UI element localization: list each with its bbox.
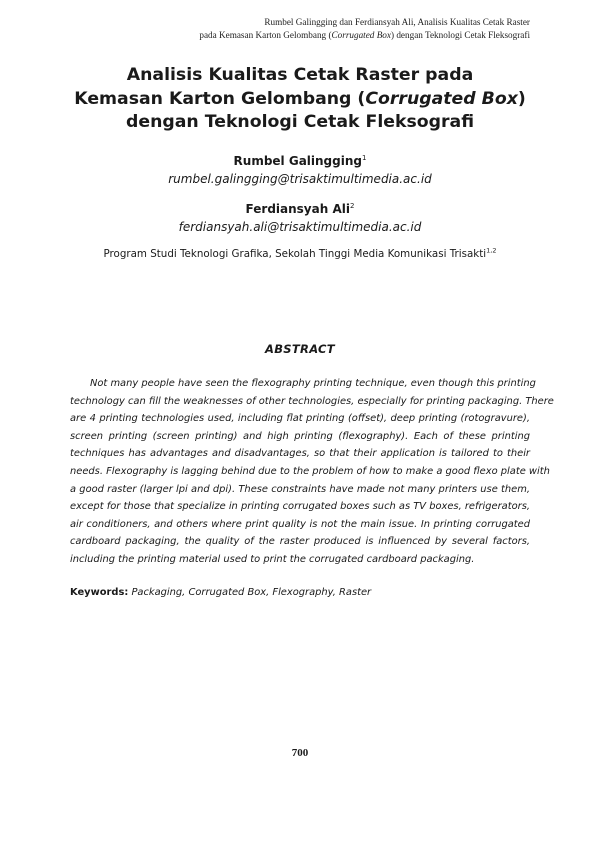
author-2-name-row <box>50 200 550 218</box>
abstract-line: Not many people have seen the flexography printing technique, even though this printing <box>90 378 536 389</box>
title-line-3: dengan Teknologi Cetak Fleksografi <box>125 112 475 132</box>
author-1-name: Rumbel Galingging <box>233 154 362 168</box>
abstract-line: technology can fill the weaknesses of other technologies, especially for printing packaging. There <box>70 395 554 407</box>
author-2-email[interactable]: ferdiansyah.ali@trisaktimultimedia.ac.id <box>178 220 422 234</box>
author-1-sup: 1 <box>361 154 367 162</box>
running-header-line-2-pre: pada Kemasan Karton Gelombang ( <box>199 30 332 40</box>
title-line-1: Analisis Kualitas Cetak Raster pada <box>126 65 474 85</box>
abstract-line: screen printing (screen printing) and high printing (flexography). Each of these printing <box>70 430 530 442</box>
author-2-name: Ferdiansyah Ali <box>245 202 350 216</box>
running-header-line-2 <box>90 29 530 42</box>
abstract-line: a good raster (larger lpi and dpi). These constraints have made not many printers use them, <box>70 483 530 495</box>
running-header-line-1: Rumbel Galingging dan Ferdiansyah Ali, Analisis Kualitas Cetak Raster <box>264 17 530 27</box>
affiliation-sup: 1,2 <box>486 246 497 255</box>
author-1-name-row <box>50 152 550 170</box>
title-line-2-italic: Corrugated Box <box>365 88 518 109</box>
author-1-email[interactable]: rumbel.galingging@trisaktimultimedia.ac.id <box>168 172 432 186</box>
abstract-body <box>70 375 554 569</box>
abstract-line: including the printing material used to print the corrugated cardboard packaging. <box>70 553 475 565</box>
author-2-sup: 2 <box>349 202 355 210</box>
author-2 <box>50 200 550 236</box>
affiliation-text: Program Studi Teknologi Grafika, Sekolah Tinggi Media Komunikasi Trisakti <box>103 248 487 260</box>
abstract-line: air conditioners, and others where print quality is not the main issue. In printing corrugated <box>70 518 530 530</box>
abstract-line: except for those that specialize in printing corrugated boxes such as TV boxes, refrigerators, <box>70 501 530 513</box>
abstract-line: are 4 printing technologies used, including flat printing (offset), deep printing (rotogravure), <box>70 413 530 425</box>
paper-title <box>50 64 550 135</box>
page-number: 700 <box>291 747 309 759</box>
running-header-line-2-post: ) dengan Teknologi Cetak Fleksografi <box>390 30 530 40</box>
running-header-line-2-italic: Corrugated Box <box>331 30 391 40</box>
abstract-line: needs. Flexography is lagging behind due to the problem of how to make a good flexo plate with <box>70 465 550 477</box>
author-1 <box>50 152 550 188</box>
abstract-heading: ABSTRACT <box>265 342 335 356</box>
abstract-line: techniques has advantages and disadvantages, so that their application is tailored to their <box>70 448 530 460</box>
keywords-text: Packaging, Corrugated Box, Flexography, Raster <box>131 587 372 598</box>
title-line-2-post: ) <box>517 88 526 109</box>
abstract-line: cardboard packaging, the quality of the raster produced is influenced by several factors, <box>70 536 530 548</box>
keywords <box>70 587 371 598</box>
title-line-2-pre: Kemasan Karton Gelombang ( <box>74 88 366 109</box>
running-header <box>90 16 530 42</box>
affiliation <box>50 247 550 261</box>
keywords-label: Keywords: <box>70 587 129 598</box>
title-line-2 <box>50 88 550 112</box>
